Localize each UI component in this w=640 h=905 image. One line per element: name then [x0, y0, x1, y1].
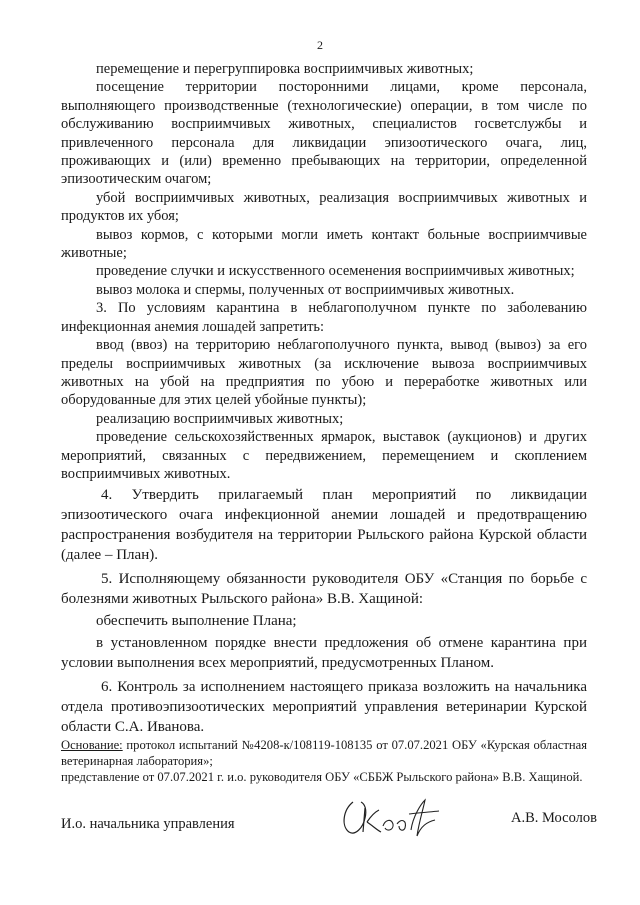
paragraph-slaughter: убой восприимчивых животных, реализация восприимчивых животных и продуктов их убоя;: [61, 189, 587, 225]
paragraph-sale: реализацию восприимчивых животных;: [96, 410, 344, 427]
paragraph-feed: вывоз кормов, с которыми могли иметь контакт больные восприимчивые животные;: [61, 226, 587, 262]
handwritten-signature: [339, 796, 449, 842]
paragraph-item-3: 3. По условиям карантина в неблагополучном пункте по заболеванию инфекционная анемия лошадей запретить:: [61, 300, 587, 335]
paragraph-item-6: 6. Контроль за исполнением настоящего приказа возложить на начальника отдела противоэпизоотических мероприятий управления ветеринарии Курской области С.А. Иванова.: [61, 679, 587, 736]
basis-label: Основание:: [61, 738, 123, 753]
paragraph-visits: посещение территории посторонними лицами, кроме персонала, выполняющего производственные (технологические) операции, в том числе по обслуживанию восприимчивых животных, специалистов госветслужбы и привлеченного персонала для ликвидации эпизоотического очага, лиц, проживающих и (или) временно пребывающих на территории, определенной эпизоотическим очагом;: [61, 79, 587, 188]
paragraph-cancel-quarantine: в установленном порядке внести предложения об отмене карантина при условии выполнения всех мероприятий, предусмотренных Планом.: [61, 635, 587, 672]
signature-block: [61, 808, 597, 848]
paragraph-item-4: 4. Утвердить прилагаемый план мероприятий по ликвидации эпизоотического очага инфекционной анемии лошадей и предотвращению распространения возбудителя на территории Рыльского района Курской области (далее – План).: [61, 487, 587, 564]
representation-note: представление от 07.07.2021 г. и.о. руководителя ОБУ «СББЖ Рыльского района» В.В. Хащиной.: [61, 770, 583, 785]
paragraph-item-5: 5. Исполняющему обязанности руководителя ОБУ «Станция по борьбе с болезнями животных Рыльского района» В.В. Хащиной:: [61, 571, 587, 608]
basis-note: [61, 737, 587, 769]
paragraph-breeding: проведение случки и искусственного осеменения восприимчивых животных;: [96, 263, 575, 280]
signatory-name: А.В. Мосолов: [511, 810, 597, 826]
paragraph-milk: вывоз молока и спермы, полученных от восприимчивых животных.: [96, 281, 515, 298]
paragraph-ensure-plan: обеспечить выполнение Плана;: [96, 613, 297, 630]
page-number: 2: [317, 38, 323, 52]
paragraph-entry-exit: ввод (ввоз) на территорию неблагополучного пункта, вывод (вывоз) за его пределы восприимчивых животных (за исключение вывоза восприимчивых животных на убой на предприятия по убою и переработке животных или оборудованные для этих целей убойные пункты);: [61, 337, 587, 409]
paragraph-movement: перемещение и перегруппировка восприимчивых животных;: [96, 61, 474, 77]
paragraph-fairs: проведение сельскохозяйственных ярмарок, выставок (аукционов) и других мероприятий, связанных с передвижением, перемещением и скоплением восприимчивых животных.: [61, 429, 587, 482]
basis-text: протокол испытаний №4208-к/108119-108135 от 07.07.2021 ОБУ «Курская областная ветеринарная лаборатория»;: [61, 738, 587, 769]
document-body: [61, 60, 587, 785]
signatory-title: И.о. начальника управления: [61, 816, 235, 832]
